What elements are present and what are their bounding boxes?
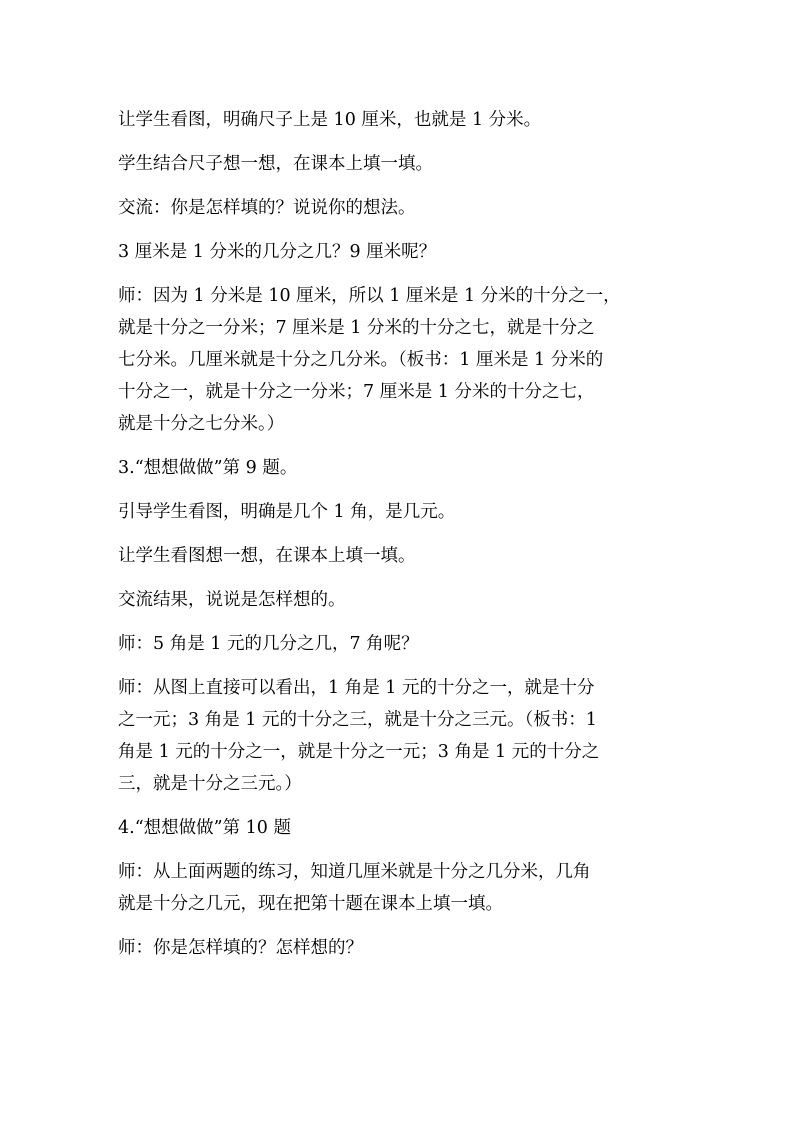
paragraph [118, 672, 674, 800]
paragraph-gap [118, 800, 674, 812]
text-line: 3.“想想做做”第 9 题。 [118, 458, 298, 478]
paragraph-gap [118, 268, 674, 280]
paragraph-gap [118, 136, 674, 148]
paragraph [118, 148, 674, 180]
text-line: 师：因为 1 分米是 10 厘米，所以 1 厘米是 1 分米的十分之一， [118, 286, 621, 306]
paragraph-gap [118, 224, 674, 236]
text-line: 师：从图上直接可以看出，1 角是 1 元的十分之一，就是十分 [118, 678, 595, 698]
text-line: 就是十分之几元，现在把第十题在课本上填一填。 [118, 894, 503, 914]
paragraph [118, 856, 674, 920]
paragraph [118, 104, 674, 136]
text-line: 让学生看图想一想，在课本上填一填。 [118, 546, 416, 566]
paragraph-gap [118, 844, 674, 856]
text-line: 师：从上面两题的练习，知道几厘米就是十分之几分米，几角 [118, 862, 591, 882]
text-line: 4.“想想做做”第 10 题 [118, 818, 291, 838]
text-line: 七分米。几厘米就是十分之几分米。（板书：1 厘米是 1 分米的 [118, 350, 604, 370]
text-line: 就是十分之一分米；7 厘米是 1 分米的十分之七，就是十分之 [118, 318, 595, 338]
paragraph [118, 236, 674, 268]
paragraph [118, 192, 674, 224]
text-line: 交流结果，说说是怎样想的。 [118, 590, 346, 610]
paragraph [118, 452, 674, 484]
text-line: 十分之一，就是十分之一分米；7 厘米是 1 分米的十分之七， [118, 382, 595, 402]
paragraph [118, 932, 674, 964]
paragraph [118, 584, 674, 616]
paragraph-gap [118, 484, 674, 496]
paragraph-gap [118, 440, 674, 452]
text-line: 之一元；3 角是 1 元的十分之三，就是十分之三元。（板书：1 [118, 710, 597, 730]
text-line: 三，就是十分之三元。） [118, 774, 302, 794]
document-body [118, 104, 674, 964]
text-line: 师：你是怎样填的？怎样想的？ [118, 938, 363, 958]
paragraph [118, 280, 674, 440]
paragraph [118, 496, 674, 528]
paragraph [118, 812, 674, 844]
paragraph-gap [118, 660, 674, 672]
paragraph-gap [118, 180, 674, 192]
text-line: 交流：你是怎样填的？说说你的想法。 [118, 198, 416, 218]
paragraph-gap [118, 920, 674, 932]
paragraph [118, 628, 674, 660]
text-line: 3 厘米是 1 分米的几分之几？9 厘米呢？ [118, 242, 437, 262]
text-line: 角是 1 元的十分之一，就是十分之一元；3 角是 1 元的十分之 [118, 742, 600, 762]
text-line: 学生结合尺子想一想，在课本上填一填。 [118, 154, 433, 174]
paragraph [118, 540, 674, 572]
paragraph-gap [118, 572, 674, 584]
paragraph-gap [118, 528, 674, 540]
text-line: 引导学生看图，明确是几个 1 角，是几元。 [118, 502, 456, 522]
text-line: 就是十分之七分米。） [118, 414, 285, 434]
paragraph-gap [118, 616, 674, 628]
text-line: 让学生看图，明确尺子上是 10 厘米，也就是 1 分米。 [118, 110, 542, 130]
text-line: 师：5 角是 1 元的几分之几，7 角呢？ [118, 634, 419, 654]
